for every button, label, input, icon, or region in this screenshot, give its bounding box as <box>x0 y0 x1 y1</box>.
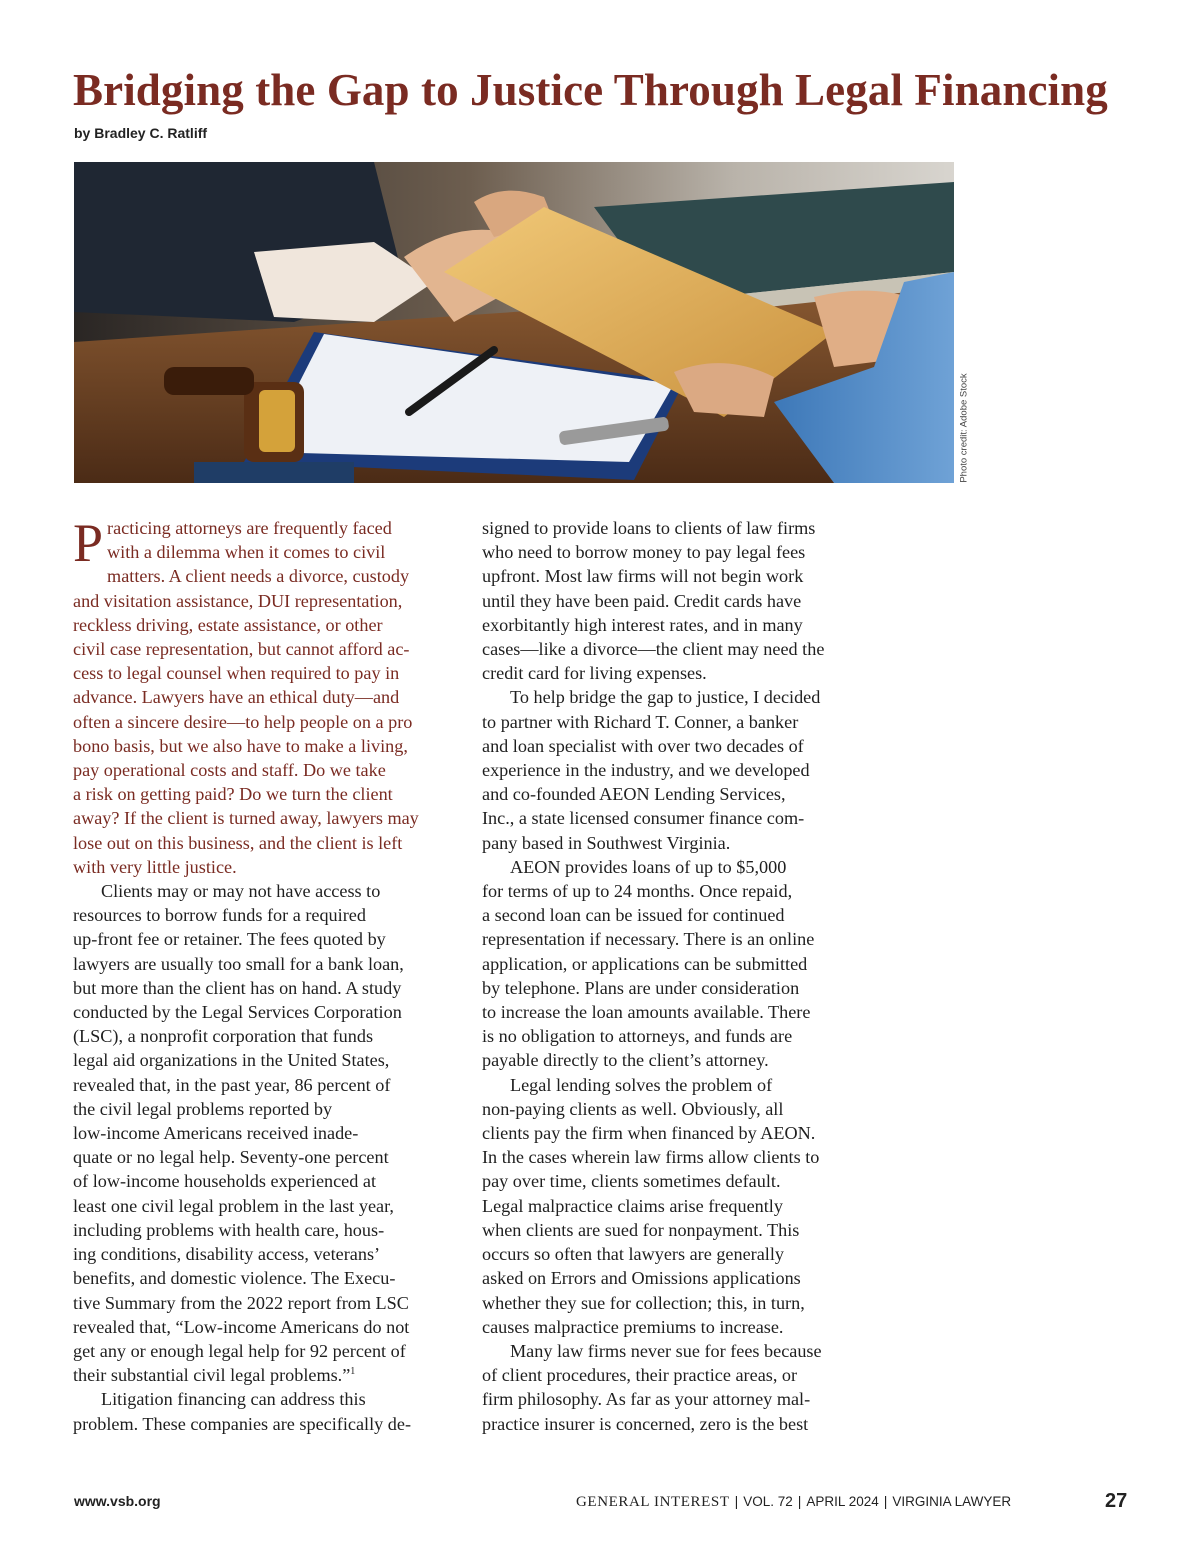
byline: by Bradley C. Ratliff <box>74 125 208 141</box>
paragraph-never-sue: Many law firms never sue for fees because of client procedures, their practice areas, or firm philosophy. As far as your attorney mal- practice insurer is concerned, zero is the best <box>482 1340 822 1434</box>
paragraph-continued: signed to provide loans to clients of law firms who need to borrow money to pay legal fees upfront. Most law firms will not begin work until they have been paid. Credit cards have exorbitantly high interest rates, and in many cases—like a divorce—the client may need the credit card for living expenses. <box>482 518 825 684</box>
left-column <box>73 513 453 1436</box>
paragraph-lsc-study: Clients may or may not have access to resources to borrow funds for a required up-front fee or retainer. The fees quoted by lawyers are usually too small for a bank loan, but more than the client has on hand. A study conducted by the Legal Services Corporation (LSC), a nonprofit corporation that funds legal aid organizations in the United States, revealed that, in the past year, 86 percent of the civil legal problems reported by low-income Americans received inade- quate or no legal help. Seventy-one percent of low-income households experienced at least one civil legal problem in the last year, including problems with health care, hous- ing conditions, disability access, veterans’ benefits, and domestic violence. The Execu- tive Summary from the 2022 report from LSC revealed that, “Low-income Americans do not get any or enough legal help for 92 percent of their substantial civil legal problems.”$^1$ <box>73 881 410 1386</box>
drop-cap: P <box>73 513 104 573</box>
paragraph-aeon-founding: To help bridge the gap to justice, I decided to partner with Richard T. Conner, a banker and loan specialist with over two decades of experience in the industry, and we developed and co-founded AEON Lending Services, Inc., a state licensed consumer finance com- pany based in Southwest Virginia. <box>482 687 821 853</box>
handshake-envelope-photo <box>74 162 954 483</box>
footer-volume: VOL. 72 <box>743 1494 793 1509</box>
photo-credit: Photo credit: Adobe Stock <box>958 372 970 483</box>
paragraph-legal-lending: Legal lending solves the problem of non-paying clients as well. Obviously, all clients pay the firm when financed by AEON. In the cases wherein law firms allow clients to pay over time, clients sometimes default. Legal malpractice claims arise frequently when clients are sued for nonpayment. This occurs so often that lawyers are generally asked on Errors and Omissions applications whether they sue for collection; this, in turn, causes malpractice premiums to increase. <box>482 1074 820 1337</box>
footer-category: GENERAL INTEREST <box>576 1494 730 1510</box>
page-number: 27 <box>1105 1490 1128 1512</box>
lead-paragraph: P racticing attorneys are frequently faced with a dilemma when it comes to civil matters. A client needs a divorce, custody and visitation assistance, DUI representation, reckless driving, estate assistance, or other civil case representation, but cannot afford ac- cess to legal counsel when required to pay in advance. Lawyers have an ethical duty—and often a sincere desire—to help people on a pro bono basis, but we also have to make a living, pay operational costs and staff. Do we take a risk on getting paid? Do we turn the client away? If the client is turned away, lawyers may lose out on this business, and the client is left with very little justice. <box>73 513 419 877</box>
paragraph-aeon-loans: AEON provides loans of up to $5,000 for terms of up to 24 months. Once repaid, a second loan can be issued for continued representation if necessary. There is an online application, or applications can be submitted by telephone. Plans are under consideration to increase the loan amounts available. There is no obligation to attorneys, and funds are payable directly to the client’s attorney. <box>482 856 815 1071</box>
article-title: Bridging the Gap to Justice Through Legal Financing <box>73 65 1108 115</box>
footer-website: www.vsb.org <box>74 1493 161 1509</box>
footer-publication: VIRGINIA LAWYER <box>892 1494 1012 1509</box>
paragraph-litigation-financing: Litigation financing can address this problem. These companies are specifically de- <box>73 1389 412 1434</box>
footer-issue-date: APRIL 2024 <box>806 1494 879 1509</box>
article-photo <box>74 162 954 483</box>
footer-folio: GENERAL INTEREST | VOL. 72 | APRIL 2024 | VIRGINIA LAWYER <box>576 1493 1012 1510</box>
right-column <box>482 516 862 1436</box>
footnote-ref: 1 <box>350 1366 356 1378</box>
